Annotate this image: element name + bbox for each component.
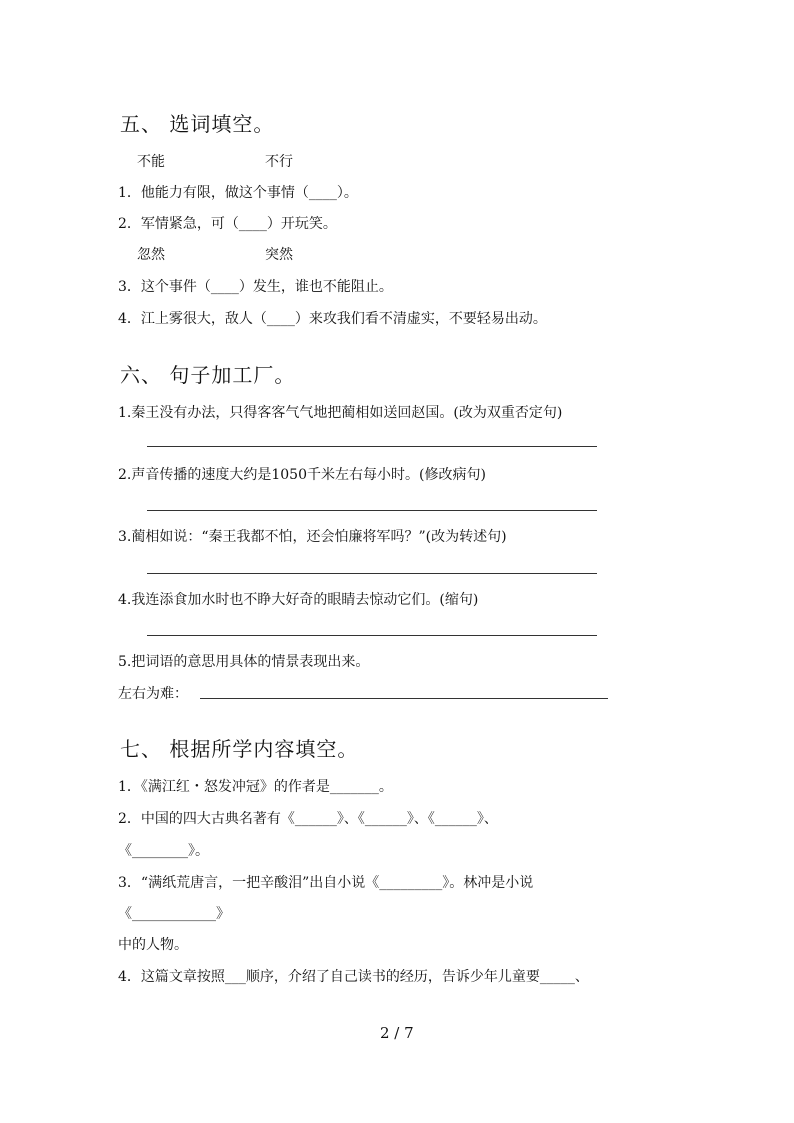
question-7-1: 1．《满江红・怒发冲冠》的作者是_______。 bbox=[118, 779, 393, 795]
answer-line[interactable] bbox=[147, 635, 597, 636]
question-7-2-cont: 《________》。 bbox=[118, 843, 209, 859]
question-7-3: 3．“满纸荒唐言，一把辛酸泪”出自小说《_________》。林冲是小说 bbox=[118, 875, 534, 891]
question-7-4: 4．这篇文章按照___顺序，介绍了自己读书的经历，告诉少年儿童要_____、 bbox=[118, 969, 589, 985]
question-5-2: 2．军情紧急，可（____）开玩笑。 bbox=[118, 216, 337, 232]
section-six-title: 六、 句子加工厂。 bbox=[120, 363, 296, 387]
question-6-2: 2.声音传播的速度大约是1050千米左右每小时。(修改病句) bbox=[118, 467, 486, 483]
word-option: 忽然 bbox=[137, 247, 165, 263]
section-seven-title: 七、 根据所学内容填空。 bbox=[120, 737, 359, 761]
question-6-3: 3.蔺相如说：“秦王我都不怕，还会怕廉将军吗？”(改为转述句) bbox=[118, 529, 507, 545]
question-7-2: 2．中国的四大古典名著有《______》、《______》、《______》、 bbox=[118, 811, 498, 827]
answer-line[interactable] bbox=[147, 446, 597, 447]
answer-line[interactable] bbox=[200, 698, 608, 699]
question-6-5: 5.把词语的意思用具体的情景表现出来。 bbox=[118, 654, 370, 670]
question-7-3-cont: 《____________》 bbox=[118, 906, 230, 922]
question-7-3-end: 中的人物。 bbox=[118, 937, 188, 953]
question-5-3: 3．这个事件（____）发生，谁也不能阻止。 bbox=[118, 279, 393, 295]
page-number: 2 / 7 bbox=[380, 1024, 414, 1042]
answer-line[interactable] bbox=[147, 573, 597, 574]
question-5-1: 1．他能力有限，做这个事情（____）。 bbox=[118, 185, 358, 201]
question-5-4: 4．江上雾很大，敌人（____）来攻我们看不清虚实，不要轻易出动。 bbox=[118, 311, 547, 327]
question-6-5-label: 左右为难： bbox=[118, 686, 188, 702]
word-option: 不能 bbox=[137, 154, 165, 170]
word-option: 突然 bbox=[265, 247, 293, 263]
question-6-1: 1.秦王没有办法，只得客客气气地把蔺相如送回赵国。(改为双重否定句) bbox=[118, 405, 563, 421]
section-five-title: 五、 选词填空。 bbox=[120, 112, 275, 136]
question-6-4: 4.我连添食加水时也不睁大好奇的眼睛去惊动它们。(缩句) bbox=[118, 592, 479, 608]
answer-line[interactable] bbox=[147, 510, 597, 511]
word-option: 不行 bbox=[265, 154, 293, 170]
